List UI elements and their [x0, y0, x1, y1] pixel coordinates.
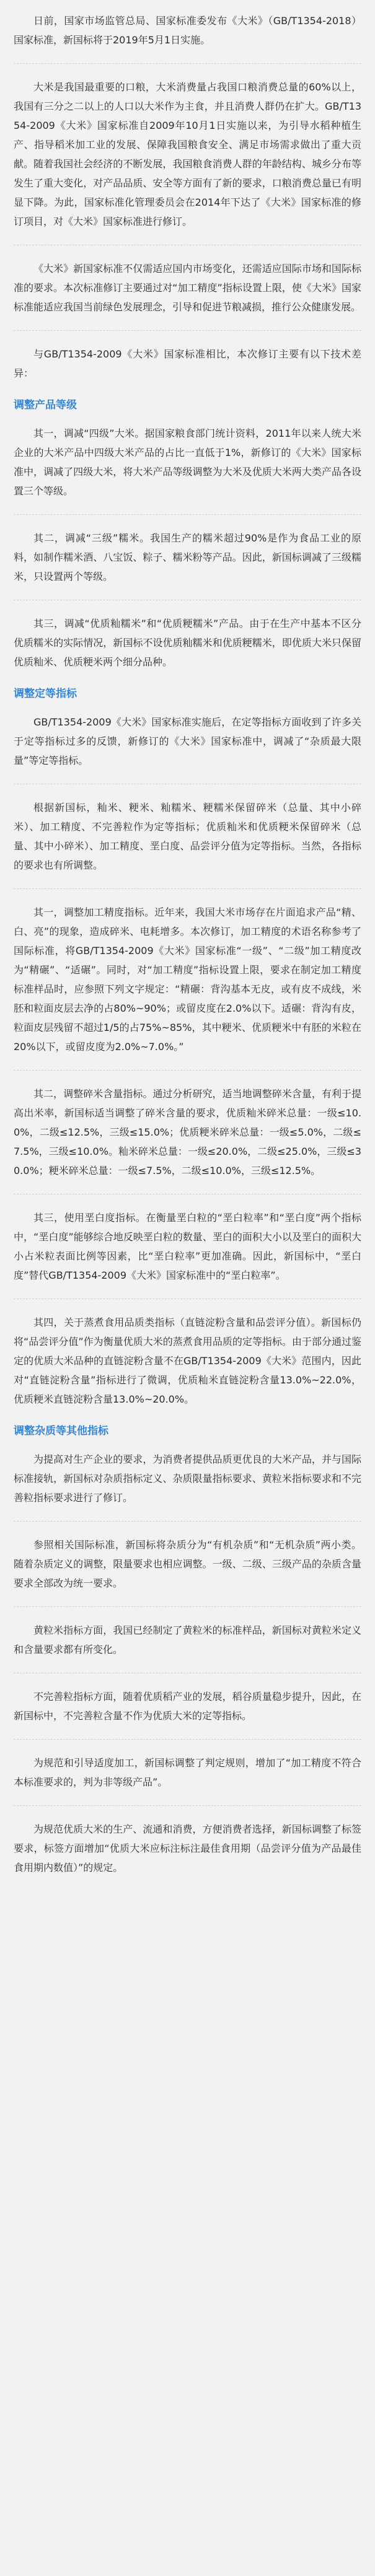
divider [14, 63, 361, 64]
article-body [14, 11, 361, 1891]
divider [14, 1739, 361, 1740]
section-paragraph: 其二，调整碎米含量指标。通过分析研究，适当地调整碎米含量，有利于提高出米率，新国标适当调整了碎米含量的要求，优质籼米碎米总量：一级≤10.0%，二级≤12.5%，三级≤15.0%；优质粳米碎米总量：一级≤5.0%，二级≤7.5%，三级≤10.0%。籼米碎米总量：一级≤20.0%，二级≤25.0%，三级≤30.0%；粳米碎米总量：一级≤7.5%，二级≤10.0%，三级≤12.5%。 [14, 1088, 361, 1176]
section-paragraph: 其一，调整加工精度指标。近年来，我国大米市场存在片面追求产品“精、白、亮”的现象，造成碎米、电耗增多。本次修订，加工精度的术语名称参考了国际标准，将GB/T1354-2009《大米》国家标准“一级”、“二级”加工精度改为“精碾”、“适碾”。同时，对“加工精度”指标设置上限，要求在制定加工精度标准样品时，应参照下列文字规定：“精碾：背沟基本无皮，或有皮不成线，米胚和粒面皮层去净的占80%~90%；或留皮度在2.0%以下。适碾：背沟有皮，粒面皮层残留不超过1/5的占75%~85%，其中粳米、优质粳米中有胚的米粒在20%以下，或留皮度为2.0%~7.0%。” [14, 906, 361, 1053]
divider [14, 1070, 361, 1071]
divider [14, 330, 361, 331]
section-paragraph: 为规范优质大米的生产、流通和消费，方便消费者选择，新国标调整了标签要求，标签方面增加“优质大米应标注标注最佳食用期（品尝评分值为产品最佳食用期内数值）”的规定。 [14, 1823, 361, 1873]
background-paragraph: 大米是我国最重要的口粮，大米消费量占我国口粮消费总量的60%以上，我国有三分之二以上的人口以大米作为主食，并且消费人群仍在扩大。GB/T1354-2009《大米》国家标准自2009年10月1日实施以来，为引导水稻种植生产、指导稻米加工业的发展、保障我国粮食安全、满足市场需求做出了重大贡献。随着我国社会经济的不断发展，我国粮食消费人群的年龄结构、城乡分布等发生了重大变化，对产品品质、安全等方面有了新的要求，口粮消费总量已有明显下降。为此，国家标准化管理委员会在2014年下达了《大米》国家标准的修订项目，对《大米》国家标准进行修订。 [14, 81, 361, 227]
section-heading: 调整杂质等其他指标 [14, 1425, 108, 1437]
section-paragraph: 其一，调减“四级”大米。据国家粮食部门统计资料，2011年以来人统大米企业的大米产品中四级大米产品的占比一直低于1%，新修订的《大米》国家标准中，调减了四级大米，将大米产品等级调整为大米及优质大米两大类产品各设置三个等级。 [14, 427, 361, 497]
section-heading: 调整产品等级 [14, 399, 77, 411]
section-paragraph: 黄粒米指标方面，我国已经制定了黄粒米的标准样品，新国标对黄粒米定义和含量要求都有所变化。 [14, 1624, 361, 1655]
divider [14, 514, 361, 515]
section-paragraph: 为规范和引导适度加工，新国标调整了判定规则，增加了“加工精度不符合本标准要求的，判为非等级产品”。 [14, 1757, 361, 1788]
section-paragraph: 参照相关国际标准，新国标将杂质分为“有机杂质”和“无机杂质”两小类。随着杂质定义的调整，限量要求也相应调整。一级、二级、三级产品的杂质含量要求全部改为统一要求。 [14, 1539, 361, 1589]
summary-paragraph: 与GB/T1354-2009《大米》国家标准相比，本次修订主要有以下技术差异： [14, 348, 361, 379]
section-paragraph: 不完善粒指标方面，随着优质稻产业的发展，稻谷质量稳步提升，因此，在新国标中，不完善粒含量不作为优质大米的定等指标。 [14, 1691, 361, 1722]
section-paragraph: 其二，调减“三级”糯米。我国生产的糯米超过90%是作为食品工业的原料，如制作糯米酒、八宝饭、粽子、糯米粉等产品。因此，新国标调减了三级糯米，只设置两个等级。 [14, 532, 361, 582]
divider [14, 1521, 361, 1522]
section-paragraph: GB/T1354-2009《大米》国家标准实施后，在定等指标方面收到了许多关于定等指标过多的反馈，新修订的《大米》国家标准中，调减了“杂质最大限量”等定等指标。 [14, 716, 361, 766]
divider [14, 1805, 361, 1806]
section-paragraph: 其三，使用垩白度指标。在衡量垩白粒的“垩白粒率”和“垩白度”两个指标中，“垩白度”能够综合地反映垩白粒的数量、垩白的面积大小以及垩白的面积大小占米粒表面比例等因素，比“垩白粒率”更加准确。因此，新国标中，“垩白度”替代GB/T1354-2009《大米》国家标准中的“垩白粒率”。 [14, 1212, 361, 1281]
background-paragraph: 《大米》新国家标准不仅需适应国内市场变化，还需适应国际市场和国际标准的要求。本次标准修订主要通过对“加工精度”指标设置上限，使《大米》国家标准能适应我国当前绿色发展理念，引导和促进节粮减损，推行公众健康发展。 [14, 263, 361, 313]
divider [14, 888, 361, 889]
section-heading: 调整定等指标 [14, 688, 77, 700]
divider [14, 1606, 361, 1607]
section-paragraph: 为提高对生产企业的要求，为消费者提供品质更优良的大米产品，并与国际标准接轨，新国标对杂质指标定义、杂质限量指标要求、黄粒米指标要求和不完善粒指标要求进行了修订。 [14, 1453, 361, 1504]
intro-paragraph: 日前，国家市场监管总局、国家标准委发布《大米》（GB/T1354-2018）国家标准，新国标将于2019年5月1日实施。 [14, 15, 361, 46]
section-paragraph: 根据新国标，籼米、粳米、籼糯米、粳糯米保留碎米（总量、其中小碎米）、加工精度、不完善粒作为定等指标；优质籼米和优质粳米保留碎米（总量、其中小碎米）、加工精度、垩白度、品尝评分值为定等指标。当然，各指标的要求也有所调整。 [14, 802, 361, 871]
section-paragraph: 其三，调减“优质籼糯米”和“优质粳糯米”产品。由于在生产中基本不区分优质糯米的实际情况，新国标不设优质籼糯米和优质粳糯米，即优质大米只保留优质籼米、优质粳米两个细分品种。 [14, 618, 361, 668]
section-paragraph: 其四，关于蒸煮食用品质类指标（直链淀粉含量和品尝评分值）。新国标仍将“品尝评分值”作为衡量优质大米的蒸煮食用品质的定等指标。由于部分通过鉴定的优质大米品种的直链淀粉含量不在GB/T1354-2009《大米》范围内，因此对“直链淀粉含量”指标进行了微调，优质籼米直链淀粉含量13.0%~22.0%，优质粳米直链淀粉含量13.0%~20.0%。 [14, 1316, 361, 1405]
